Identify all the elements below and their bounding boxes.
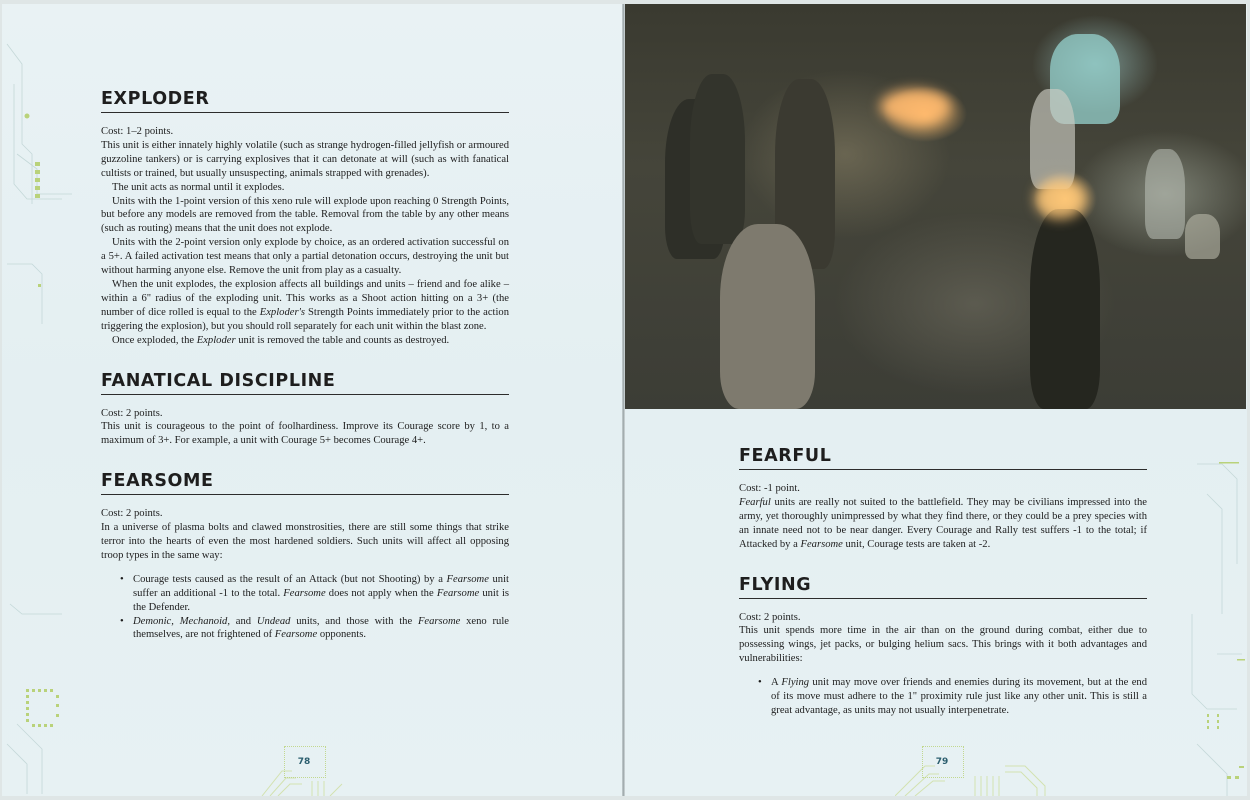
soldier-figure xyxy=(690,74,745,244)
section-heading: FEARSOME xyxy=(101,470,509,495)
text-run: Strength Points immediately prior to the action triggering the explosion), but you should roll separately for each unit within the blast zone. xyxy=(101,306,510,332)
section-body xyxy=(101,407,509,449)
italic-term: Undead xyxy=(256,615,291,627)
section-body xyxy=(739,611,1147,718)
cost-label: Cost: xyxy=(101,126,124,137)
page-number: 78 xyxy=(297,757,311,767)
section-body xyxy=(739,482,1147,552)
italic-term: Exploder's xyxy=(259,306,305,318)
page-number: 79 xyxy=(935,757,949,767)
cost-value: 2 points. xyxy=(123,508,163,520)
circuit-decoration-left xyxy=(2,4,92,796)
section-heading: FEARFUL xyxy=(739,445,1147,470)
italic-term: Fearful xyxy=(739,496,771,508)
soldier-figure xyxy=(1030,209,1100,409)
cost-line xyxy=(739,611,1147,625)
italic-term: Flying xyxy=(781,677,810,689)
text-run: unit suffer an additional -1 to the total. xyxy=(133,573,509,599)
paragraph xyxy=(739,496,1147,552)
soldier-figure xyxy=(720,224,815,409)
circuit-decoration-right xyxy=(1177,414,1247,796)
circuit-decoration-bottom-right xyxy=(895,736,1055,796)
muzzle-flash xyxy=(880,89,950,124)
text-run: and xyxy=(230,615,257,627)
muzzle-flash xyxy=(1035,179,1085,219)
text-run: units, and those with the xyxy=(290,615,418,627)
left-column xyxy=(101,88,509,660)
section-flying xyxy=(739,574,1147,718)
italic-term: Exploder xyxy=(196,334,236,346)
cost-value: 2 points. xyxy=(761,611,801,623)
section-heading: FANATICAL DISCIPLINE xyxy=(101,370,509,395)
cost-label: Cost: xyxy=(739,483,762,494)
cost-label: Cost: xyxy=(101,407,124,419)
text-run: unit may move over friends and enemies during its movement, but at the end of its move must adhere to the 1" proximity rule just like any other unit. This is still a great advantage, as units may not usually interpenetrate. xyxy=(771,677,1147,716)
bullet-item xyxy=(133,615,509,643)
italic-term: Demonic, Mechanoid, xyxy=(133,615,230,627)
paragraph: In a universe of plasma bolts and clawed monstrosities, there are still some things that strike terror into the hearts of even the most hardened soldiers. Such units will affect all opposing troop types in the same way: xyxy=(101,522,509,561)
paragraph: The unit acts as normal until it explodes. xyxy=(112,181,285,193)
bullet-item xyxy=(133,573,509,615)
section-fanatical-discipline xyxy=(101,370,509,449)
paragraph xyxy=(101,334,509,348)
bullet-item xyxy=(771,676,1147,718)
skeleton-figure xyxy=(1185,214,1220,259)
paragraph: This unit is either innately highly volatile (such as strange hydrogen-filled jellyfish or armoured guzzoline tankers) or is carrying explosives that it can detonate at will (such as with fanatical cultists or trained, but usually unsuspecting, animals strapped with grenades). xyxy=(101,139,509,179)
italic-term: Fearsome xyxy=(274,629,318,641)
paragraph: This unit spends more time in the air than on the ground during combat, either due to possessing wings, jet packs, or bulging helium sacs. This brings with it both advantages and vulnerabilities: xyxy=(739,625,1147,665)
section-body xyxy=(101,125,509,348)
italic-term: Fearsome xyxy=(446,573,489,585)
text-run: units are really not suited to the battlefield. They may be civilians impressed into the army, yet thoroughly unimpressed by what they find there, or they could be a prey species with an innate need not to be near danger. Every Courage and Rally test suffers -1 to the total; if Attacked by a xyxy=(739,496,1147,550)
text-run: unit is removed the table and counts as destroyed. xyxy=(235,334,450,346)
paragraph: This unit is courageous to the point of foolhardiness. Improve its Courage score by 1, to a maximum of 3+. For example, a unit with Courage 5+ becomes Courage 4+. xyxy=(101,421,509,447)
text-run: A xyxy=(771,677,782,689)
italic-term: Fearsome xyxy=(436,587,480,599)
italic-term: Fearsome xyxy=(800,538,843,550)
bullet-list xyxy=(739,676,1147,718)
text-run: unit, Courage tests are taken at -2. xyxy=(842,538,991,550)
cost-value: 1–2 points. xyxy=(123,126,174,137)
paragraph: Units with the 1-point version of this xeno rule will explode upon reaching 0 Strength Points, but before any models are removed from the table. Removal from the table by any other means (such as routing) means that the unit does not explode. xyxy=(101,195,509,235)
text-run: xeno rule themselves, are not frightened of xyxy=(133,615,509,641)
cost-line xyxy=(101,125,509,139)
text-run: does not apply when the xyxy=(325,587,437,599)
cost-label: Cost: xyxy=(739,611,762,623)
paragraph xyxy=(101,278,509,334)
section-fearful xyxy=(739,445,1147,552)
text-run: opponents. xyxy=(317,629,367,641)
section-exploder xyxy=(101,88,509,348)
cost-value: 2 points. xyxy=(123,407,163,419)
text-run: Courage tests caused as the result of an Attack (but not Shooting) by a xyxy=(133,573,447,585)
italic-term: Fearsome xyxy=(417,615,461,627)
right-page xyxy=(625,4,1247,796)
right-column xyxy=(739,445,1147,736)
text-run: unit is the Defender. xyxy=(133,587,510,613)
text-run: When the unit explodes, the explosion affects all buildings and units – friend and foe alike – within a 6" radius of the exploding unit. This works as a Shoot action hitting on a 3+ (the number of dice rolled is equal to the xyxy=(101,278,509,318)
illustration xyxy=(625,4,1246,409)
left-page xyxy=(2,4,625,796)
cost-value: -1 point. xyxy=(761,483,800,494)
cost-line xyxy=(101,407,509,421)
cost-line xyxy=(739,482,1147,496)
skeleton-figure xyxy=(1145,149,1185,239)
text-run: Once exploded, the xyxy=(112,334,197,346)
skeleton-figure xyxy=(1030,89,1075,189)
paragraph: Units with the 2-point version only explode by choice, as an ordered activation successful on a 5+. A failed activation test means that only a partial detonation occurs, destroying the unit but without harming anyone else. Remove the unit from play as a casualty. xyxy=(101,237,509,277)
cost-line xyxy=(101,507,509,521)
section-heading: EXPLODER xyxy=(101,88,509,113)
italic-term: Fearsome xyxy=(283,587,326,599)
bullet-list xyxy=(101,573,509,643)
section-heading: FLYING xyxy=(739,574,1147,599)
section-fearsome xyxy=(101,470,509,642)
cost-label: Cost: xyxy=(101,508,124,520)
section-body xyxy=(101,507,509,642)
